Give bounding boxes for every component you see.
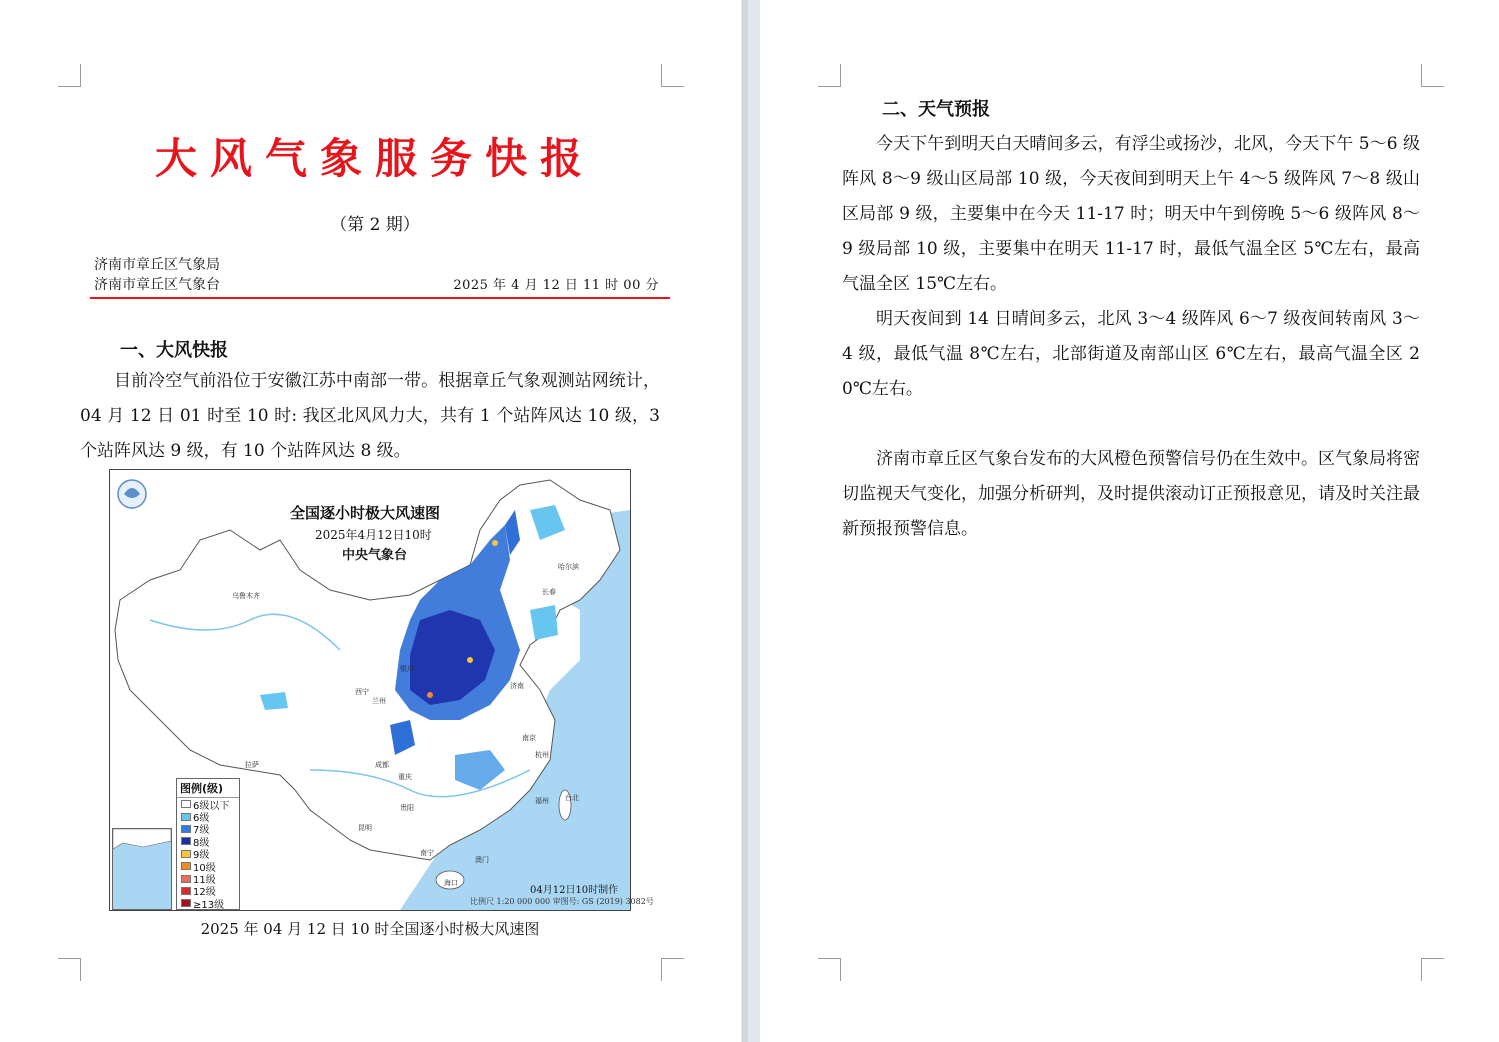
city-label: 福州 (535, 797, 549, 805)
document-page-right (760, 0, 1499, 1042)
legend-swatch (181, 875, 191, 883)
crop-mark (818, 64, 841, 87)
issuing-org-observatory: 济南市章丘区气象台 (94, 277, 220, 293)
inset-map (113, 829, 171, 909)
legend-swatch (181, 825, 191, 833)
legend-label: 9级 (193, 850, 210, 862)
city-label: 澳门 (475, 856, 489, 864)
city-label: 昆明 (358, 824, 372, 832)
city-label: 台北 (565, 794, 579, 802)
legend-swatch (181, 887, 191, 895)
map-production-note: 04月12日10时制作 (530, 885, 619, 896)
city-label: 西宁 (355, 688, 369, 696)
warning-paragraph: 济南市章丘区气象台发布的大风橙色预警信号仍在生效中。区气象局将密切监视天气变化，加强分析研判，及时提供滚动订正预报意见，请及时关注最新预报预警信息。 (842, 449, 1420, 539)
map-scale-note: 比例尺 1:20 000 000 审图号: GS (2019) 3082号 (470, 897, 654, 906)
city-label: 济南 (510, 682, 524, 690)
city-label: 重庆 (398, 773, 412, 781)
legend-label: 6级 (193, 813, 210, 825)
report-title: 大风气象服务快报 (154, 134, 595, 183)
legend-label: 11级 (193, 875, 216, 887)
section-heading-wind-report: 一、大风快报 (120, 340, 228, 361)
crop-mark (58, 958, 81, 981)
city-label: 乌鲁木齐 (232, 592, 260, 600)
wind-report-paragraph: 目前冷空气前沿位于安徽江苏中南部一带。根据章丘气象观测站网统计，04 月 12 日 01 时至 10 时: 我区北风风力大，共有 1 个站阵风达 10 级，3 个站阵风达 9 级，有 10 个站阵风达 8 级。 (80, 371, 660, 461)
city-label: 南宁 (420, 849, 434, 857)
crop-mark (1421, 958, 1444, 981)
crop-mark (661, 958, 684, 981)
wind-point-9 (467, 657, 473, 663)
city-label: 银川 (400, 665, 414, 673)
city-label: 海口 (444, 879, 458, 887)
map-date: 2025年4月12日10时 (315, 528, 432, 542)
legend-label: ≥13级 (193, 899, 225, 911)
legend-item (177, 897, 239, 909)
document-page-left (0, 0, 741, 1042)
legend-label: 10级 (193, 862, 216, 874)
city-label: 成都 (375, 761, 389, 769)
forecast-paragraph-2: 明天夜间到 14 日晴间多云，北风 3～4 级阵风 6～7 级夜间转南风 3～4 级，最低气温 8℃左右，北部街道及南部山区 6℃左右，最高气温全区 20℃左右。 (842, 309, 1420, 399)
figure-caption: 2025 年 04 月 12 日 10 时全国逐小时极大风速图 (200, 920, 540, 938)
city-label: 杭州 (535, 751, 549, 759)
legend-swatch (181, 850, 191, 858)
city-label: 拉萨 (245, 761, 259, 769)
issuing-org-bureau: 济南市章丘区气象局 (94, 257, 220, 273)
wind-zone-tibet (260, 692, 288, 710)
crop-mark (661, 64, 684, 87)
map-legend (176, 778, 240, 910)
legend-label: 6级以下 (193, 800, 230, 812)
wind-speed-map-figure (109, 469, 654, 911)
legend-swatch (181, 813, 191, 821)
map-title: 全国逐小时极大风速图 (290, 504, 441, 522)
crop-mark (818, 958, 841, 981)
legend-label: 7级 (193, 825, 210, 837)
south-china-sea-inset (112, 828, 172, 910)
legend-swatch (181, 800, 191, 808)
legend-title: 图例(级) (177, 779, 239, 798)
city-label: 长春 (542, 588, 556, 596)
crop-mark (58, 64, 81, 87)
legend-swatch (181, 899, 191, 907)
page-gutter (741, 0, 760, 1042)
wind-zone-coast (530, 605, 558, 640)
wind-point-10 (427, 692, 433, 698)
forecast-paragraph-1: 今天下午到明天白天晴间多云，有浮尘或扬沙，北风，今天下午 5～6 级阵风 8～9 级山区局部 10 级，今天夜间到明天上午 4～5 级阵风 7～8 级山区局部 9 级，主要集中在今天 11-17 时；明天中午到傍晚 5～6 级阵风 8～9 级局部 10 级，主要集中在明天 11-17 时，最低气温全区 5℃左右，最高气温全区 15℃左右。 (842, 134, 1420, 294)
issue-number: （第 2 期） (330, 215, 420, 235)
map-agency: 中央气象台 (342, 548, 408, 563)
wind-point-9 (492, 540, 498, 546)
legend-swatch (181, 837, 191, 845)
legend-label: 8级 (193, 837, 210, 849)
section-heading-forecast: 二、天气预报 (882, 99, 990, 120)
city-label: 南京 (522, 734, 536, 742)
header-divider (90, 297, 670, 299)
legend-swatch (181, 862, 191, 870)
issue-date: 2025 年 4 月 12 日 11 时 00 分 (453, 278, 659, 293)
crop-mark (1421, 64, 1444, 87)
city-label: 哈尔滨 (558, 563, 579, 571)
city-label: 兰州 (372, 697, 386, 705)
city-label: 贵阳 (400, 804, 414, 812)
legend-label: 12级 (193, 887, 216, 899)
